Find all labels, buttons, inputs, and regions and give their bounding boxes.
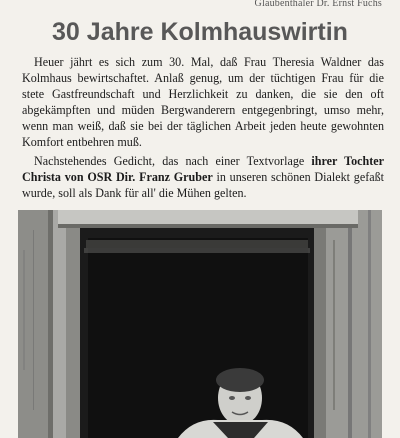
top-caption: Glaubenthaler Dr. Ernst Fuchs [254,0,382,9]
paragraph-1: Heuer jährt es sich zum 30. Mal, daß Frau Theresia Waldner das Kolmhaus bewirtschaftet. Anlaß genug, um der tüchtigen Frau für die stete Gastfreundschaft und Herzlichkeit zu danken, die sie den oft abgekämpften und müden Bergwanderern entgegenbringt, umso mehr, wenn man weiß, daß sie bei der täglichen Arbeit jeden heute gewohnten Komfort entbehren muß. [22,55,384,149]
paragraph-2 [22,154,384,202]
paragraph-2-end: in unseren schönen Dialekt gefaßt wurde, soll als Dank für all' die Mühen gelten. [22,170,384,201]
photo-woman-at-window-icon [18,210,382,438]
paragraph-2-start: Nachstehendes Gedicht, das nach einer Textvorlage [34,154,312,169]
paragraph-2-bold: ihrer Tochter Christa von OSR Dir. Franz Gruber [22,154,384,185]
photo-woman-at-window [18,210,382,438]
article-body [22,55,384,206]
article-title: 30 Jahre Kolmhauswirtin [52,18,348,46]
